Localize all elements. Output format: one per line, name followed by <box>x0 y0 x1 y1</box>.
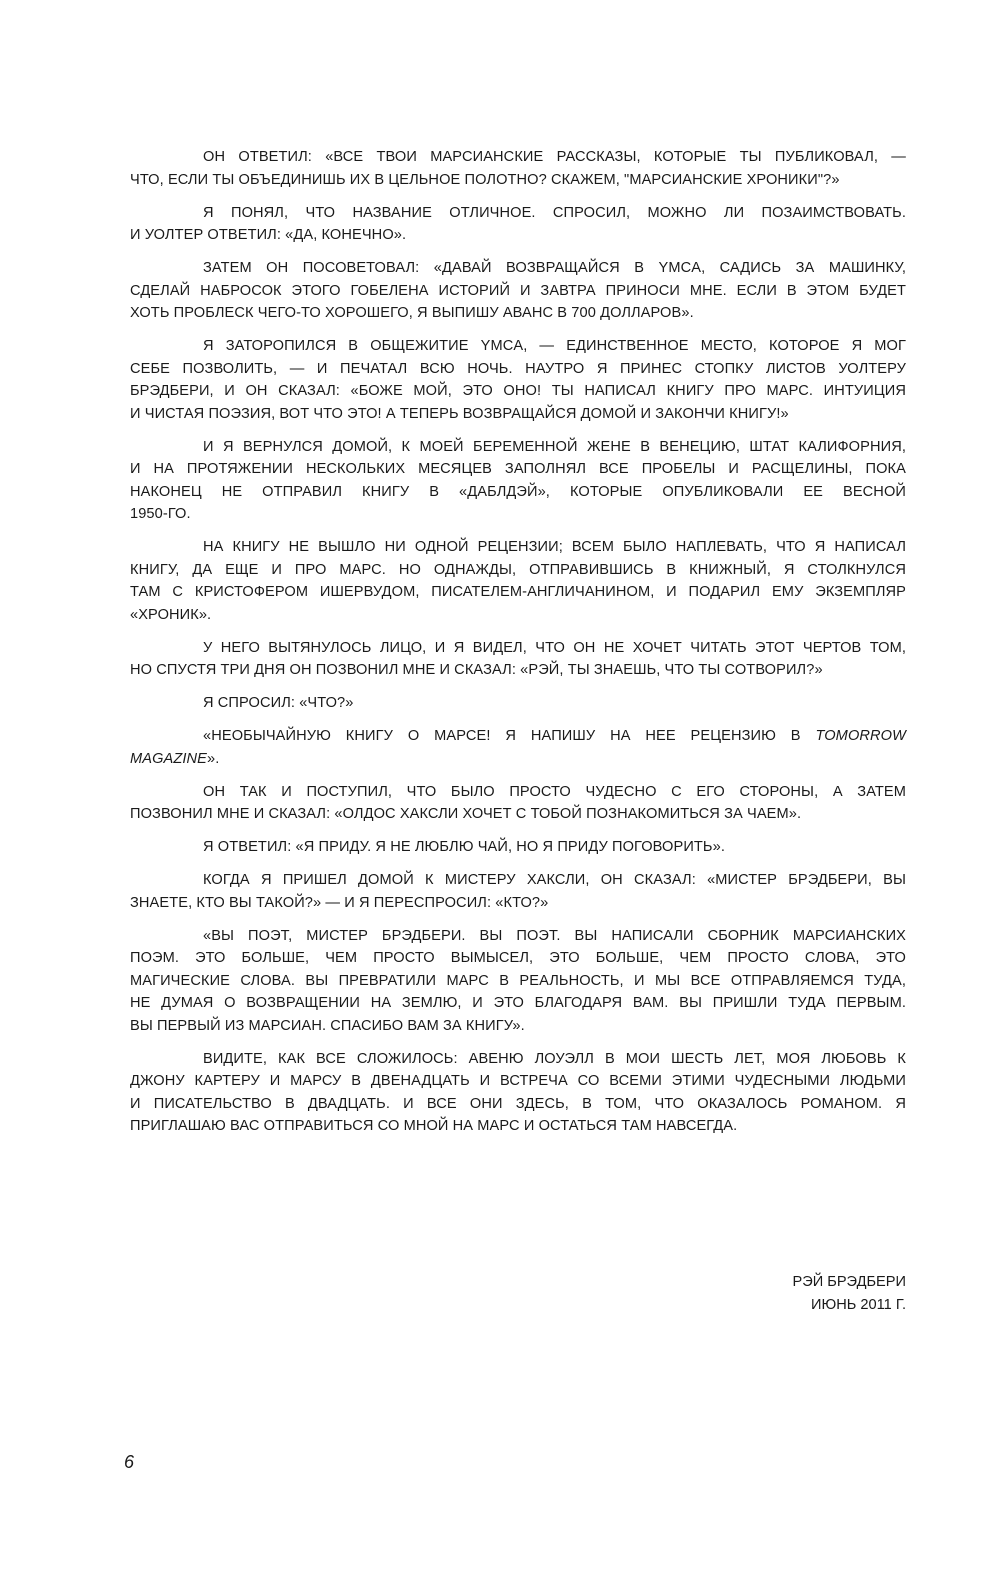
text-line: «ХРОНИК». <box>130 606 212 623</box>
text-line: «ВЫ ПОЭТ, МИСТЕР БРЭДБЕРИ. ВЫ ПОЭТ. ВЫ НАПИСАЛИ СБОРНИК МАРСИАНСКИХ <box>203 927 906 944</box>
text-line: Я ОТВЕТИЛ: «Я ПРИДУ. Я НЕ ЛЮБЛЮ ЧАЙ, НО Я ПРИДУ ПОГОВОРИТЬ». <box>203 839 725 855</box>
text-line: ВЫ ПЕРВЫЙ ИЗ МАРСИАН. СПАСИБО ВАМ ЗА КНИГУ». <box>130 1017 525 1034</box>
text-line: И ЧИСТАЯ ПОЭЗИЯ, ВОТ ЧТО ЭТО! А ТЕПЕРЬ ВОЗВРАЩАЙСЯ ДОМОЙ И ЗАКОНЧИ КНИГУ!» <box>130 405 789 422</box>
text-line: И УОЛТЕР ОТВЕТИЛ: «ДА, КОНЕЧНО». <box>130 227 407 243</box>
paragraph <box>130 781 906 826</box>
text-line: ЧТО, ЕСЛИ ТЫ ОБЪЕДИНИШЬ ИХ В ЦЕЛЬНОЕ ПОЛОТНО? СКАЖЕМ, "МАРСИАНСКИЕ ХРОНИКИ"?» <box>130 171 840 188</box>
signature-date: ИЮНЬ 2011 Г. <box>810 1297 906 1313</box>
paragraph <box>130 869 906 914</box>
paragraph <box>130 836 906 859</box>
text-line: 1950-ГО. <box>130 506 191 522</box>
text-line: НО СПУСТЯ ТРИ ДНЯ ОН ПОЗВОНИЛ МНЕ И СКАЗАЛ: «РЭЙ, ТЫ ЗНАЕШЬ, ЧТО ТЫ СОТВОРИЛ?» <box>130 662 823 678</box>
text-line: И НА ПРОТЯЖЕНИИ НЕСКОЛЬКИХ МЕСЯЦЕВ ЗАПОЛНЯЛ ВСЕ ПРОБЕЛЫ И РАСЩЕЛИНЫ, ПОКА <box>130 461 906 477</box>
text-line: КНИГУ, ДА ЕЩЕ И ПРО МАРС. НО ОДНАЖДЫ, ОТПРАВИВШИСЬ В КНИЖНЫЙ, Я СТОЛКНУЛСЯ <box>130 561 906 578</box>
paragraph <box>130 202 906 247</box>
page-number: 6 <box>124 1452 135 1472</box>
text-line: НАКОНЕЦ НЕ ОТПРАВИЛ КНИГУ В «ДАБЛДЭЙ», КОТОРЫЕ ОПУБЛИКОВАЛИ ЕЕ ВЕСНОЙ <box>130 483 906 500</box>
paragraph <box>130 436 906 526</box>
paragraph <box>130 146 906 191</box>
text-line: У НЕГО ВЫТЯНУЛОСЬ ЛИЦО, И Я ВИДЕЛ, ЧТО ОН НЕ ХОЧЕТ ЧИТАТЬ ЭТОТ ЧЕРТОВ ТОМ, <box>203 639 906 656</box>
paragraph <box>130 637 906 682</box>
signature-author: РЭЙ БРЭДБЕРИ <box>792 1274 906 1290</box>
text-line: ТАМ С КРИСТОФЕРОМ ИШЕРВУДОМ, ПИСАТЕЛЕМ-АНГЛИЧАНИНОМ, И ПОДАРИЛ ЕМУ ЭКЗЕМПЛЯР <box>130 584 906 600</box>
text-line: БРЭДБЕРИ, И ОН СКАЗАЛ: «БОЖЕ МОЙ, ЭТО ОНО! ТЫ НАПИСАЛ КНИГУ ПРО МАРС. ИНТУИЦИЯ <box>130 383 906 399</box>
text-line: КОГДА Я ПРИШЕЛ ДОМОЙ К МИСТЕРУ ХАКСЛИ, ОН СКАЗАЛ: «МИСТЕР БРЭДБЕРИ, ВЫ <box>203 872 906 888</box>
text-line: ХОТЬ ПРОБЛЕСК ЧЕГО-ТО ХОРОШЕГО, Я ВЫПИШУ АВАНС В 700 ДОЛЛАРОВ». <box>130 305 694 321</box>
signature <box>792 1271 906 1317</box>
text-line: СДЕЛАЙ НАБРОСОК ЭТОГО ГОБЕЛЕНА ИСТОРИЙ И ЗАВТРА ПРИНОСИ МНЕ. ЕСЛИ В ЭТОМ БУДЕТ <box>130 282 906 299</box>
text-line: ОН ОТВЕТИЛ: «ВСЕ ТВОИ МАРСИАНСКИЕ РАССКАЗЫ, КОТОРЫЕ ТЫ ПУБЛИКОВАЛ, — <box>203 149 906 165</box>
text-line: МАГИЧЕСКИЕ СЛОВА. ВЫ ПРЕВРАТИЛИ МАРС В РЕАЛЬНОСТЬ, И МЫ ВСЕ ОТПРАВЛЯЕМСЯ ТУДА, <box>130 972 906 989</box>
text-line: Я ПОНЯЛ, ЧТО НАЗВАНИЕ ОТЛИЧНОЕ. СПРОСИЛ, МОЖНО ЛИ ПОЗАИМСТВОВАТЬ. <box>203 204 906 221</box>
text-line: ПОЗВОНИЛ МНЕ И СКАЗАЛ: «ОЛДОС ХАКСЛИ ХОЧЕТ С ТОБОЙ ПОЗНАКОМИТЬСЯ ЗА ЧАЕМ». <box>130 806 802 822</box>
paragraph <box>130 925 906 1038</box>
text-line: Я ЗАТОРОПИЛСЯ В ОБЩЕЖИТИЕ YMCA, — ЕДИНСТВЕННОЕ МЕСТО, КОТОРОЕ Я МОГ <box>203 338 906 354</box>
text-line: ПРИГЛАШАЮ ВАС ОТПРАВИТЬСЯ СО МНОЙ НА МАРС И ОСТАТЬСЯ ТАМ НАВСЕГДА. <box>130 1118 738 1134</box>
magazine-title: TOMORROW <box>815 728 906 744</box>
text-line: И ПИСАТЕЛЬСТВО В ДВАДЦАТЬ. И ВСЕ ОНИ ЗДЕСЬ, В ТОМ, ЧТО ОКАЗАЛОСЬ РОМАНОМ. Я <box>130 1095 906 1112</box>
body-text <box>130 146 906 1148</box>
text-line: СЕБЕ ПОЗВОЛИТЬ, — И ПЕЧАТАЛ ВСЮ НОЧЬ. НАУТРО Я ПРИНЕС СТОПКУ ЛИСТОВ УОЛТЕРУ <box>130 360 906 377</box>
paragraph <box>130 1048 906 1138</box>
text-line: Я СПРОСИЛ: «ЧТО?» <box>203 695 354 711</box>
text-line: ДЖОНУ КАРТЕРУ И МАРСУ В ДВЕНАДЦАТЬ И ВСТРЕЧА СО ВСЕМИ ЭТИМИ ЧУДЕСНЫМИ ЛЮДЬМИ <box>130 1073 906 1089</box>
text-line: ОН ТАК И ПОСТУПИЛ, ЧТО БЫЛО ПРОСТО ЧУДЕСНО С ЕГО СТОРОНЫ, А ЗАТЕМ <box>203 783 906 800</box>
text-line: НЕ ДУМАЯ О ВОЗВРАЩЕНИИ НА ЗЕМЛЮ, И ЭТО БЛАГОДАРЯ ВАМ. ВЫ ПРИШЛИ ТУДА ПЕРВЫМ. <box>130 995 906 1011</box>
text-line: ЗНАЕТЕ, КТО ВЫ ТАКОЙ?» — И Я ПЕРЕСПРОСИЛ: «КТО?» <box>130 894 549 911</box>
paragraph <box>130 335 906 425</box>
magazine-title: MAGAZINE <box>130 750 208 767</box>
paragraph <box>130 536 906 626</box>
text-line: ПОЭМ. ЭТО БОЛЬШЕ, ЧЕМ ПРОСТО ВЫМЫСЕЛ, ЭТО БОЛЬШЕ, ЧЕМ ПРОСТО СЛОВА, ЭТО <box>130 950 906 966</box>
paragraph <box>130 257 906 325</box>
paragraph <box>130 692 906 715</box>
text-line: ЗАТЕМ ОН ПОСОВЕТОВАЛ: «ДАВАЙ ВОЗВРАЩАЙСЯ В YMCA, САДИСЬ ЗА МАШИНКУ, <box>203 260 906 276</box>
text-line: ВИДИТЕ, КАК ВСЕ СЛОЖИЛОСЬ: АВЕНЮ ЛОУЭЛЛ В МОИ ШЕСТЬ ЛЕТ, МОЯ ЛЮБОВЬ К <box>203 1050 906 1067</box>
text-line: НА КНИГУ НЕ ВЫШЛО НИ ОДНОЙ РЕЦЕНЗИИ; ВСЕМ БЫЛО НАПЛЕВАТЬ, ЧТО Я НАПИСАЛ <box>203 539 906 555</box>
text-line: И Я ВЕРНУЛСЯ ДОМОЙ, К МОЕЙ БЕРЕМЕННОЙ ЖЕНЕ В ВЕНЕЦИЮ, ШТАТ КАЛИФОРНИЯ, <box>203 438 906 455</box>
paragraph-magazine: «НЕОБЫЧАЙНУЮ КНИГУ О МАРСЕ! Я НАПИШУ НА НЕЕ РЕЦЕНЗИЮ В TOMORROW MAGAZINE». <box>130 728 906 767</box>
